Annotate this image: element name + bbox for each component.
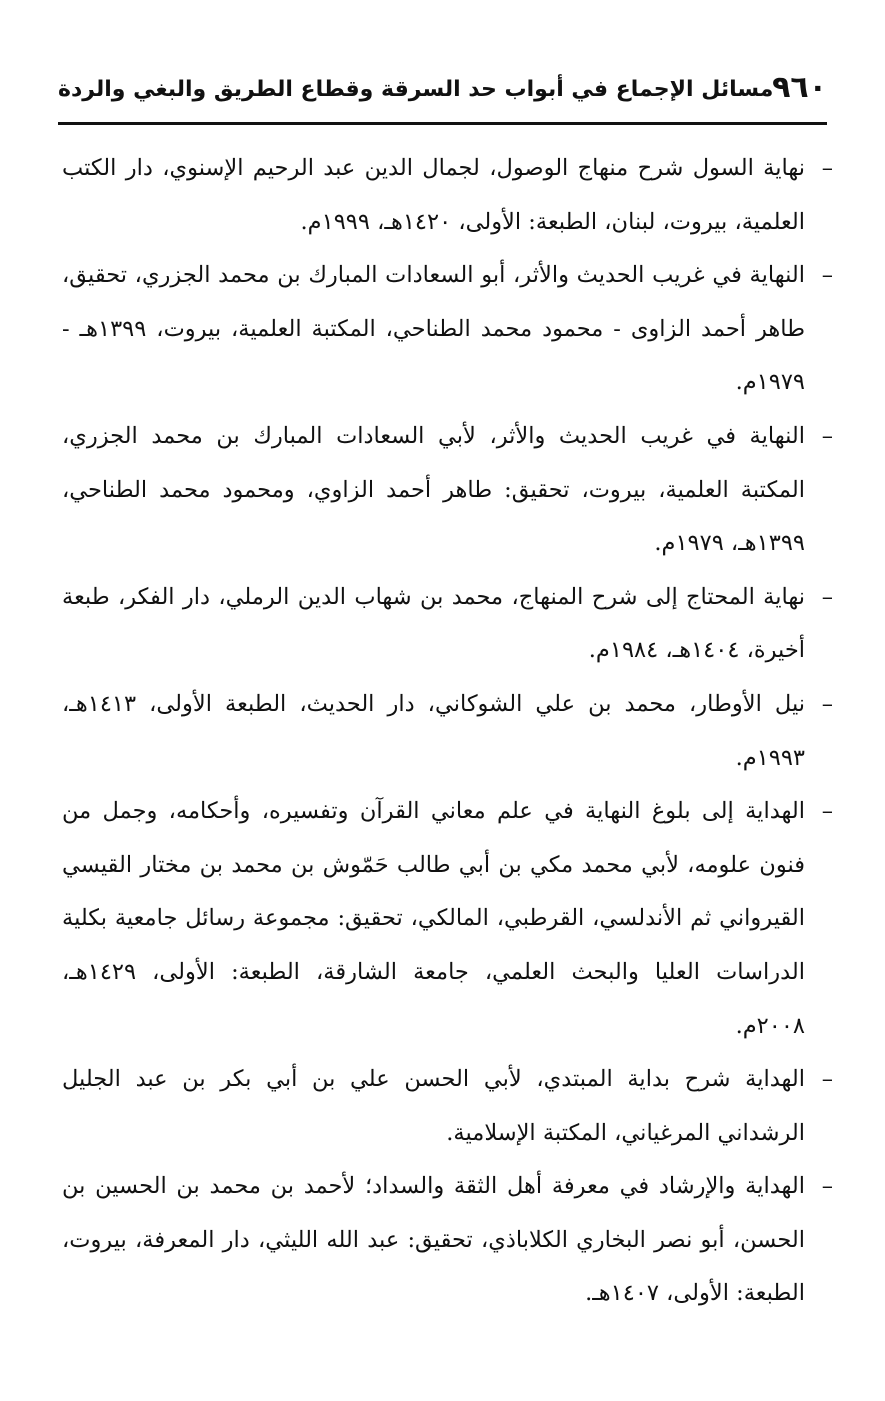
entry-dash: – (821, 690, 833, 717)
entry-text: الهداية إلى بلوغ النهاية في علم معاني القرآن وتفسيره، وأحكامه، وجمل من فنون علومه، لأبي محمد مكي بن أبي طالب حَمّوش بن محمد بن مختار القيسي القيرواني ثم الأندلسي، القرطبي، المالكي، تحقيق: مجموعة رسائل جامعية بكلية الدراسات العليا والبحث العلمي، جامعة الشارقة، الطبعة: الأولى، ١٤٢٩هـ، ٢٠٠٨م. (62, 798, 805, 1039)
bibliography-list (62, 142, 835, 1321)
entry-text: النهاية في غريب الحديث والأثر، لأبي السعادات المبارك بن محمد الجزري، المكتبة العلمية، بيروت، تحقيق: طاهر أحمد الزاوي، ومحمود محمد الطناحي، ١٣٩٩هـ، ١٩٧٩م. (62, 422, 805, 557)
header-rule (58, 122, 827, 125)
entry-dash: – (821, 422, 833, 449)
entry-dash: – (821, 1066, 833, 1093)
entry-dash: – (821, 262, 833, 289)
bibliography-entry (62, 571, 835, 678)
entry-text: نيل الأوطار، محمد بن علي الشوكاني، دار الحديث، الطبعة الأولى، ١٤١٣هـ، ١٩٩٣م. (62, 690, 805, 771)
entry-text: الهداية شرح بداية المبتدي، لأبي الحسن علي بن أبي بكر بن عبد الجليل الرشداني المرغياني، المكتبة الإسلامية. (62, 1066, 805, 1146)
entry-text: النهاية في غريب الحديث والأثر، أبو السعادات المبارك بن محمد الجزري، تحقيق، طاهر أحمد الزاوى - محمود محمد الطناحي، المكتبة العلمية، بيروت، ١٣٩٩هـ - ١٩٧٩م. (62, 262, 805, 396)
entry-dash: – (821, 155, 833, 181)
bibliography-entry (62, 142, 835, 249)
entry-text: نهاية السول شرح منهاج الوصول، لجمال الدين عبد الرحيم الإسنوي، دار الكتب العلمية، بيروت، لبنان، الطبعة: الأولى، ١٤٢٠هـ، ١٩٩٩م. (62, 155, 805, 235)
bibliography-entry (62, 1053, 835, 1160)
entry-dash: – (821, 1173, 833, 1200)
bibliography-entry (62, 249, 835, 410)
entry-dash: – (821, 798, 833, 825)
bibliography-entry (62, 785, 835, 1053)
page-header (58, 68, 827, 120)
bibliography-entry (62, 1160, 835, 1321)
entry-dash: – (821, 583, 833, 610)
running-title: مسائل الإجماع في أبواب حد السرقة وقطاع الطريق والبغي والردة (58, 77, 774, 102)
page-number: ٩٦٠ (772, 70, 827, 105)
bibliography-entry (62, 410, 835, 571)
bibliography-entry (62, 678, 835, 785)
entry-text: نهاية المحتاج إلى شرح المنهاج، محمد بن شهاب الدين الرملي، دار الفكر، طبعة أخيرة، ١٤٠٤هـ، ١٩٨٤م. (62, 583, 805, 664)
entry-text: الهداية والإرشاد في معرفة أهل الثقة والسداد؛ لأحمد بن محمد بن الحسين بن الحسن، أبو نصر البخاري الكلاباذي، تحقيق: عبد الله الليثي، دار المعرفة، بيروت، الطبعة: الأولى، ١٤٠٧هـ. (62, 1173, 805, 1307)
